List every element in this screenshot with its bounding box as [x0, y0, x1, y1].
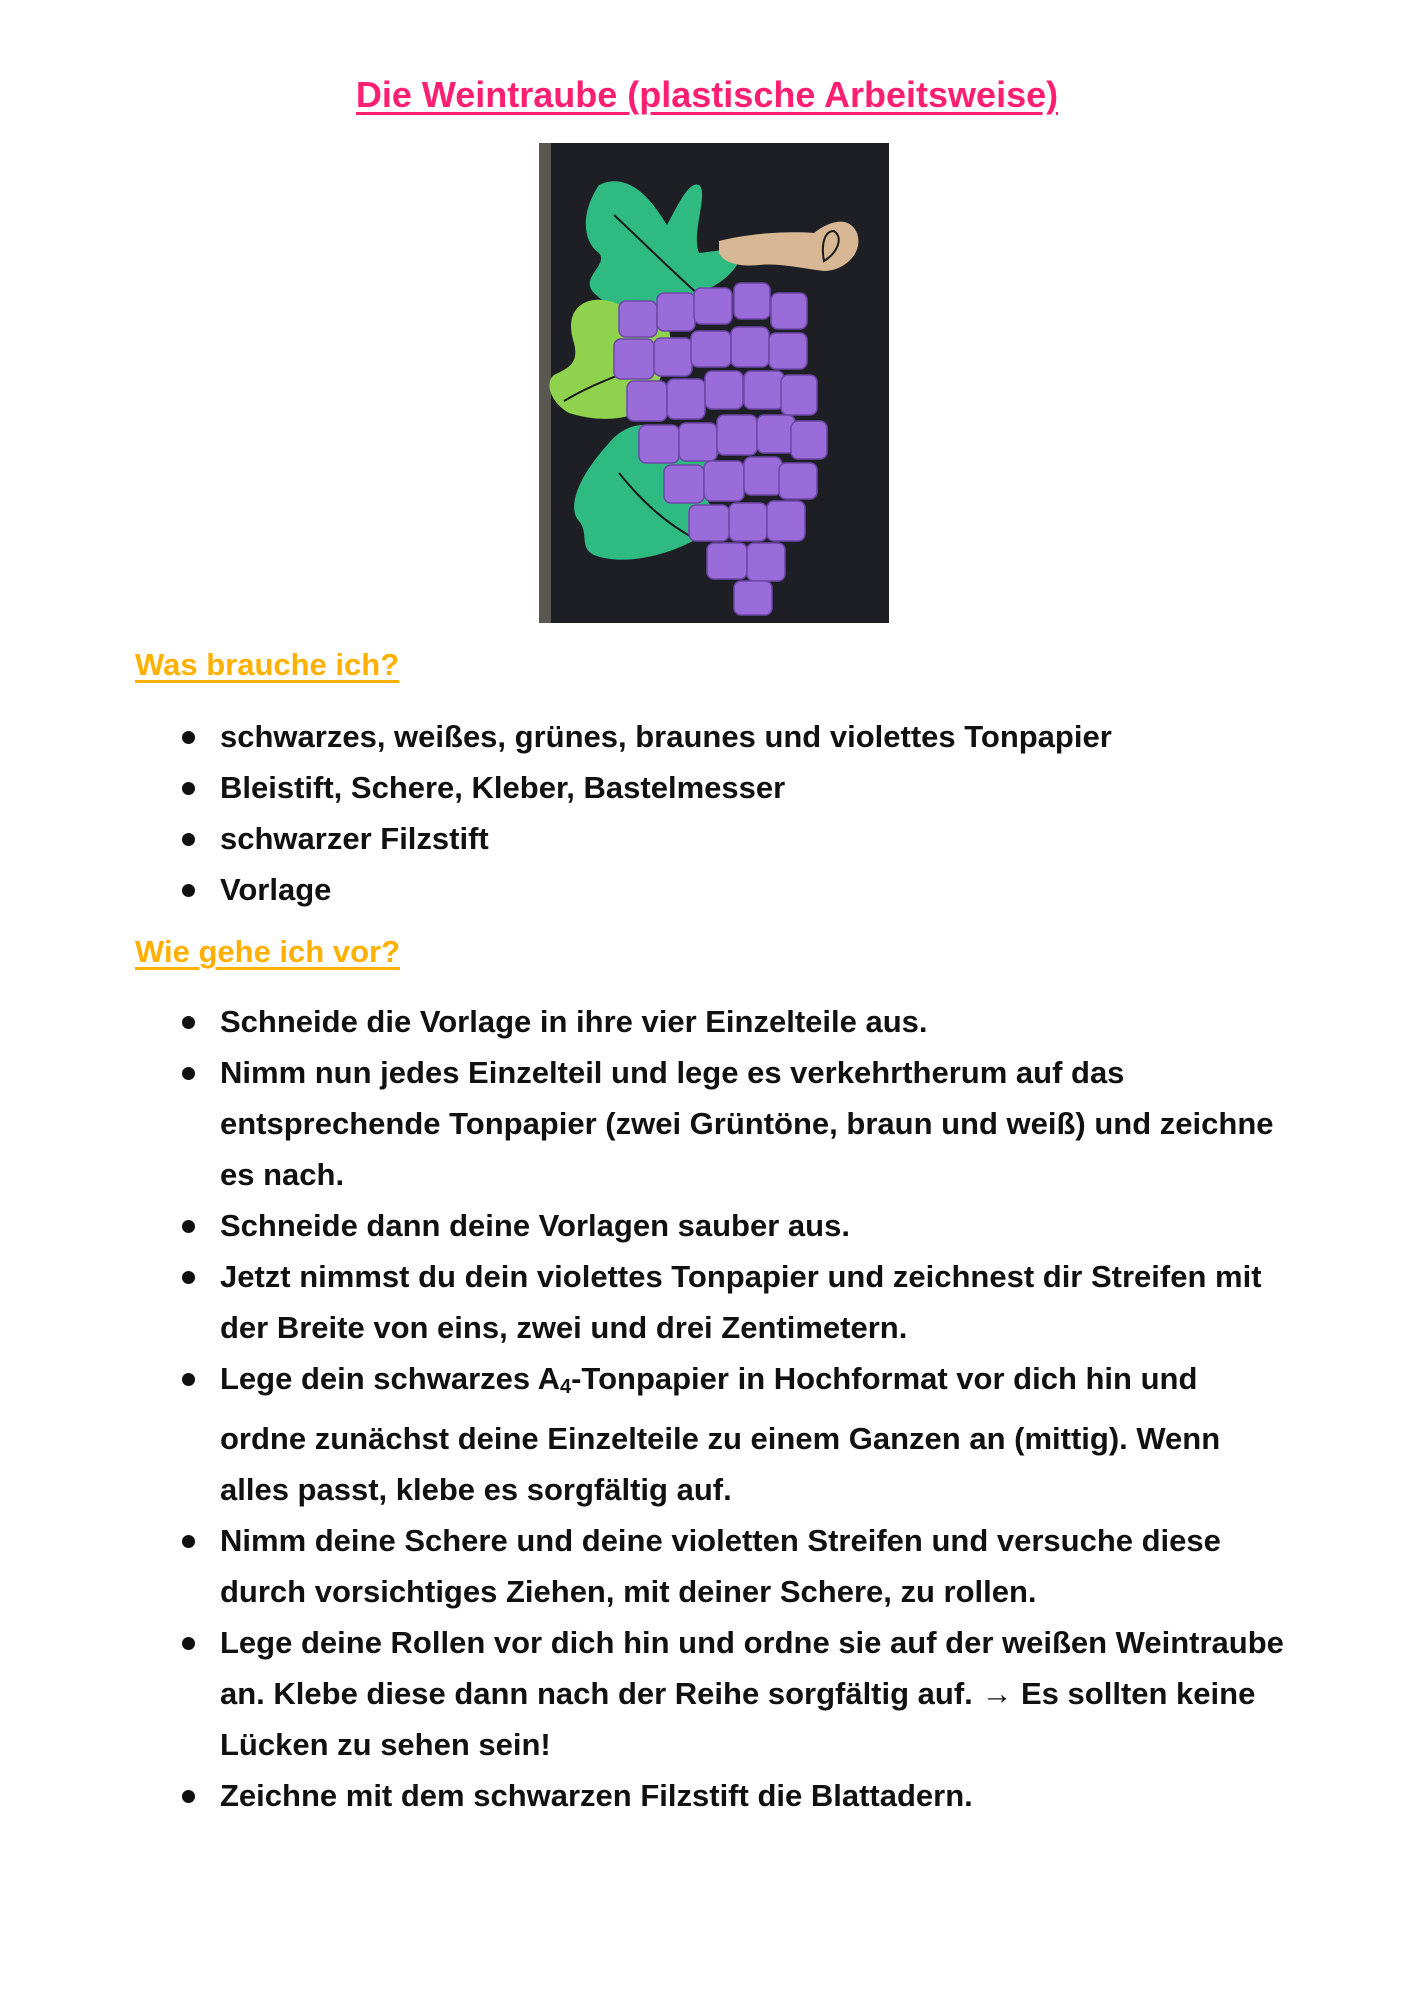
list-item: Lege dein schwarzes $A_4$-Tonpapier in Hochformat vor dich hin und ordne zunächst deine Einzelteile zu einem Ganzen an (mittig). Wenn alles passt, klebe es sorgfältig auf.	[0, 1353, 1290, 1515]
list-item: Nimm deine Schere und deine violetten Streifen und versuche diese durch vorsichtiges Ziehen, mit deiner Schere, zu rollen.	[0, 1515, 1290, 1617]
bullet-icon	[182, 1016, 195, 1029]
list-item: Zeichne mit dem schwarzen Filzstift die Blattadern.	[0, 1770, 1290, 1821]
bullet-icon	[182, 1373, 195, 1386]
page-title: Die Weintraube (plastische Arbeitsweise)	[355, 74, 1059, 115]
list-item: Schneide dann deine Vorlagen sauber aus.	[0, 1200, 1290, 1251]
list-item: Jetzt nimmst du dein violettes Tonpapier und zeichnest dir Streifen mit der Breite von eins, zwei und drei Zentimetern.	[0, 1251, 1290, 1353]
list-item: Lege deine Rollen vor dich hin und ordne sie auf der weißen Weintraube an. Klebe diese dann nach der Reihe sorgfältig auf. → Es sollten keine Lücken zu sehen sein!	[0, 1617, 1290, 1770]
list-item: schwarzes, weißes, grünes, braunes und violettes Tonpapier	[0, 711, 1290, 762]
materials-list	[0, 711, 1290, 915]
list-item: Nimm nun jedes Einzelteil und lege es verkehrtherum auf das entsprechende Tonpapier (zwei Grüntöne, braun und weiß) und zeichne es nach.	[0, 1047, 1290, 1200]
bullet-icon	[182, 1535, 195, 1548]
bullet-icon	[182, 884, 195, 897]
list-item: schwarzer Filzstift	[0, 813, 1290, 864]
list-item: Bleistift, Schere, Kleber, Bastelmesser	[0, 762, 1290, 813]
bullet-icon	[182, 1637, 195, 1650]
list-item: Vorlage	[0, 864, 1290, 915]
bullet-icon	[182, 731, 195, 744]
bullet-icon	[182, 1790, 195, 1803]
materials-heading: Was brauche ich?	[135, 647, 400, 682]
bullet-icon	[182, 833, 195, 846]
grape-craft-photo	[539, 143, 889, 623]
bullet-icon	[182, 1067, 195, 1080]
steps-heading: Wie gehe ich vor?	[135, 934, 400, 969]
bullet-icon	[182, 782, 195, 795]
bullet-icon	[182, 1271, 195, 1284]
steps-list	[0, 996, 1290, 1821]
bullet-icon	[182, 1220, 195, 1233]
list-item: Schneide die Vorlage in ihre vier Einzelteile aus.	[0, 996, 1290, 1047]
